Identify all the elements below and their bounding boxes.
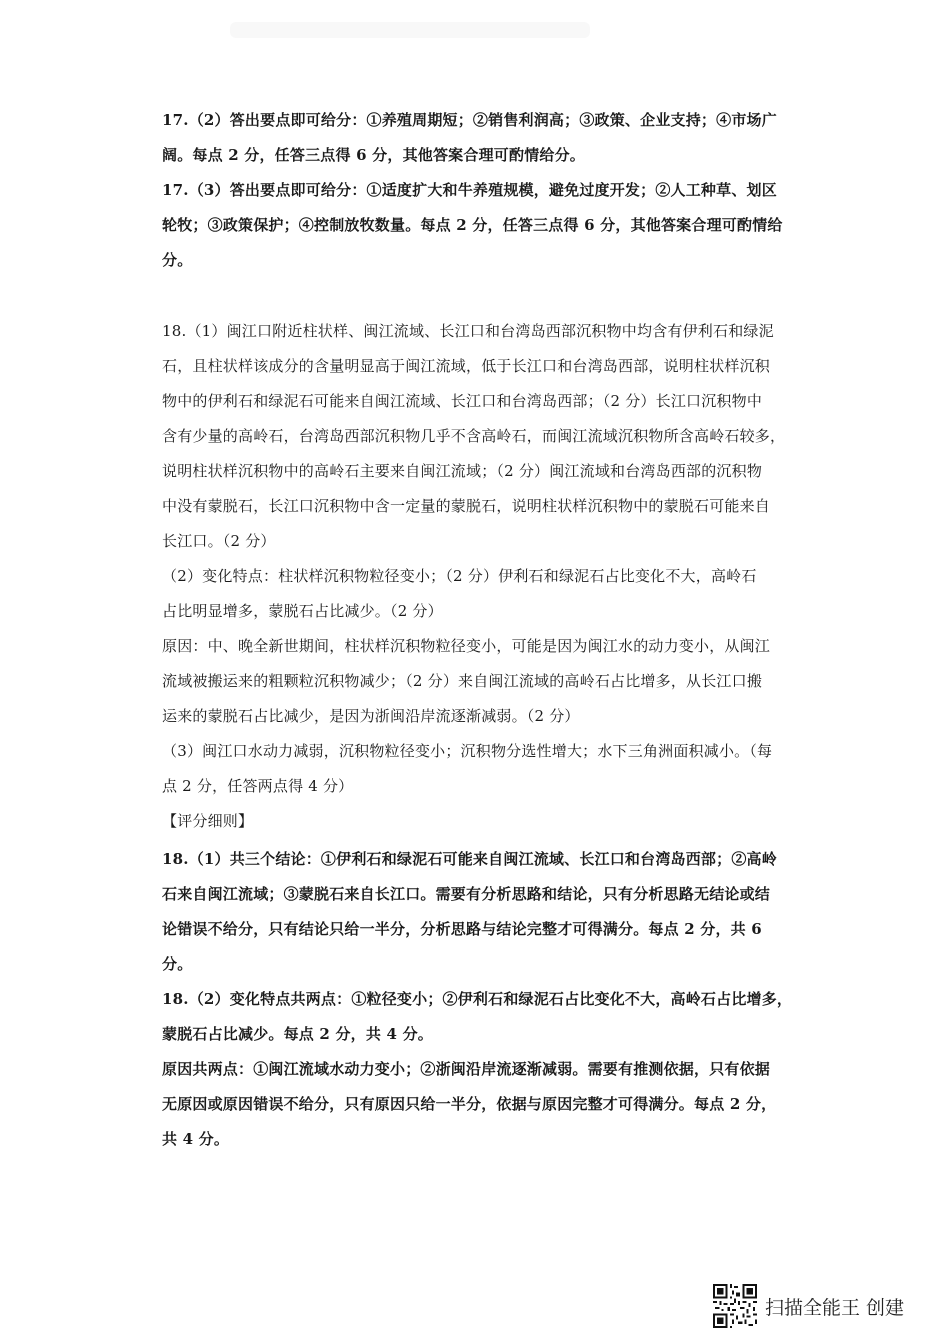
text-line: 无原因或原因错误不给分，只有原因只给一半分，依据与原因完整才可得满分。每点 2 分， (162, 1095, 777, 1113)
text-line: 长江口。（2 分） (162, 532, 276, 550)
text-line: （3）闽江口水动力减弱，沉积物粒径变小；沉积物分选性增大；水下三角洲面积减小。（每 (162, 742, 773, 760)
text-line: 蒙脱石占比减少。每点 2 分，共 4 分。 (162, 1025, 433, 1043)
text-line: 阔。每点 2 分，任答三点得 6 分，其他答案合理可酌情给分。 (162, 146, 585, 164)
text-line: 18.（2）变化特点共两点：①粒径变小；②伊利石和绿泥石占比变化不大，高岭石占比增多， (162, 990, 792, 1008)
text-line: 运来的蒙脱石占比减少，是因为浙闽沿岸流逐渐减弱。（2 分） (162, 707, 580, 725)
text-line: 原因：中、晚全新世期间，柱状样沉积物粒径变小，可能是因为闽江水的动力变小，从闽江 (162, 637, 771, 655)
text-line: 轮牧；③政策保护；④控制放牧数量。每点 2 分，任答三点得 6 分，其他答案合理可酌情给 (162, 216, 783, 234)
text-line: 分。 (162, 251, 193, 269)
text-line: 【评分细则】 (162, 812, 254, 830)
text-line: 说明柱状样沉积物中的高岭石主要来自闽江流域；（2 分）闽江流域和台湾岛西部的沉积物 (162, 462, 763, 480)
top-watermark (230, 22, 590, 38)
text-line: 物中的伊利石和绿泥石可能来自闽江流域、长江口和台湾岛西部；（2 分）长江口沉积物中 (162, 392, 763, 410)
scanner-footer (713, 1284, 904, 1328)
text-line: 中没有蒙脱石，长江口沉积物中含一定量的蒙脱石，说明柱状样沉积物中的蒙脱石可能来自 (162, 497, 771, 515)
text-line: 原因共两点：①闽江流域水动力变小；②浙闽沿岸流逐渐减弱。需要有推测依据，只有依据 (162, 1060, 771, 1078)
text-line: 17.（3）答出要点即可给分：①适度扩大和牛养殖规模，避免过度开发；②人工种草、划区 (162, 181, 777, 199)
text-line: 分。 (162, 955, 193, 973)
text-line: 石，且柱状样该成分的含量明显高于闽江流域，低于长江口和台湾岛西部，说明柱状样沉积 (162, 357, 771, 375)
text-line: 18.（1）闽江口附近柱状样、闽江流域、长江口和台湾岛西部沉积物中均含有伊利石和绿泥 (162, 322, 774, 340)
text-line: 含有少量的高岭石，台湾岛西部沉积物几乎不含高岭石，而闽江流域沉积物所含高岭石较多， (162, 427, 786, 445)
text-line: （2）变化特点：柱状样沉积物粒径变小；（2 分）伊利石和绿泥石占比变化不大，高岭石 (162, 567, 757, 585)
text-line: 点 2 分，任答两点得 4 分） (162, 777, 354, 795)
scoring-rules-section-18 (162, 842, 792, 1157)
footer-scanner-text: 扫描全能王 创建 (765, 1296, 905, 1319)
text-line: 流域被搬运来的粗颗粒沉积物减少；（2 分）来自闽江流域的高岭石占比增多，从长江口搬 (162, 672, 763, 690)
text-line: 石来自闽江流域；③蒙脱石来自长江口。需要有分析思路和结论，只有分析思路无结论或结 (162, 885, 771, 903)
qr-code-icon (713, 1284, 757, 1328)
text-line: 共 4 分。 (162, 1130, 230, 1148)
text-line: 论错误不给分，只有结论只给一半分，分析思路与结论完整才可得满分。每点 2 分，共 6 (162, 920, 762, 938)
answer-section-17 (162, 103, 792, 278)
text-line: 18.（1）共三个结论：①伊利石和绿泥石可能来自闽江流域、长江口和台湾岛西部；②高岭 (162, 850, 777, 868)
text-line: 17.（2）答出要点即可给分：①养殖周期短；②销售利润高；③政策、企业支持；④市场广 (162, 111, 777, 129)
answer-section-18 (162, 314, 792, 839)
text-line: 占比明显增多，蒙脱石占比减少。（2 分） (162, 602, 443, 620)
